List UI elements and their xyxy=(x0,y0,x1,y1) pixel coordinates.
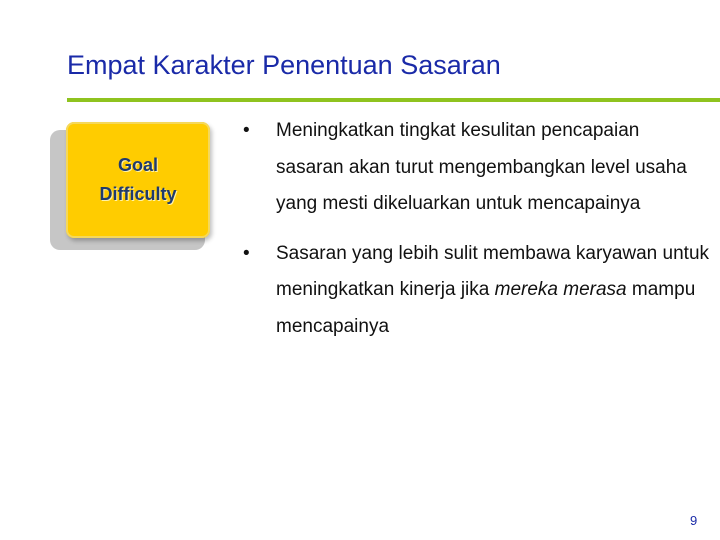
bullet-dot-icon: • xyxy=(243,242,250,264)
goal-difficulty-box xyxy=(66,122,210,238)
goal-box-label-line1: Goal xyxy=(117,155,158,175)
title-underline xyxy=(67,98,720,102)
slide-title: Empat Karakter Penentuan Sasaran xyxy=(67,50,501,80)
bullet-dot-icon: • xyxy=(243,120,250,141)
bullet-item xyxy=(240,113,710,223)
bullet-item xyxy=(240,236,710,346)
goal-box-label-line2: Difficulty xyxy=(99,184,177,204)
bullet-text-start: Sasaran yang lebih sulit membawa karyawan untuk meningkatkan kinerja jika xyxy=(276,242,710,300)
bullet-text: Meningkatkan tingkat kesulitan pencapaian sasaran akan turut mengembangkan level usaha yang mesti dikeluarkan untuk mencapainya xyxy=(276,120,687,214)
bullet-text xyxy=(276,236,710,346)
bullet-text-end: mampu mencapainya xyxy=(276,279,696,337)
page-number: 9 xyxy=(690,513,698,528)
bullet-text-italic: mereka merasa xyxy=(494,279,627,300)
bullet-list xyxy=(240,113,710,345)
